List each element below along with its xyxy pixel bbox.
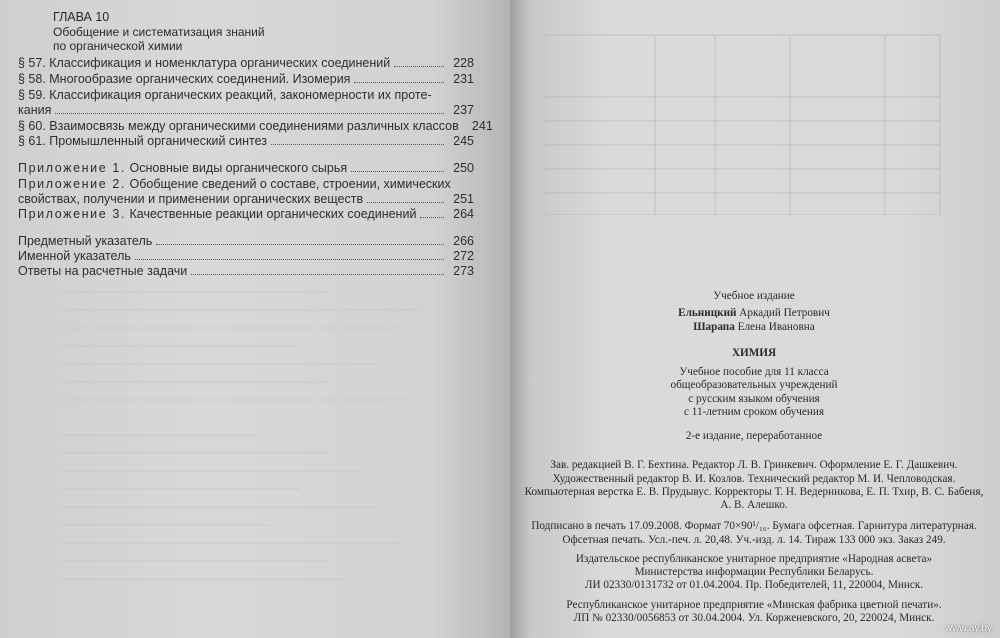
author-1 xyxy=(518,307,990,321)
book-desc-line: с русским языком обучения xyxy=(688,393,820,405)
book-desc-line: общеобразовательных учреждений xyxy=(670,379,838,391)
toc-item-page: 228 xyxy=(453,56,474,70)
toc-item-page: 241 xyxy=(471,119,493,133)
appendix-label: Приложение 1. xyxy=(18,161,127,175)
chapter-title-line1: Обобщение и систематизация знаний xyxy=(53,24,265,39)
index-item-page: 273 xyxy=(453,264,474,278)
appendix-title-line2: свойствах, получении и применении органических веществ xyxy=(18,192,364,206)
book-desc-line: с 11-летним сроком обучения xyxy=(684,406,824,418)
publisher-line: ЛИ 02330/0131732 от 01.04.2004. Пр. Победителей, 11, 220004, Минск. xyxy=(584,579,924,591)
toc-leader xyxy=(394,66,444,67)
watermark: www.ay.by xyxy=(944,623,992,634)
printer-line: ЛП № 02330/0056853 от 30.04.2004. Ул. Корженевского, 20, 220024, Минск. xyxy=(573,612,935,624)
toc-leader xyxy=(367,202,444,203)
toc-item xyxy=(18,119,493,134)
author-2-name: Елена Ивановна xyxy=(737,321,815,333)
author-1-surname: Ельницкий xyxy=(678,307,737,319)
publisher-line: Министерства информации Республики Беларусь. xyxy=(634,566,874,578)
edition-type: Учебное издание xyxy=(713,290,795,302)
toc-item xyxy=(18,56,474,71)
author-1-name: Аркадий Петрович xyxy=(739,307,830,319)
toc-item-text-line1: § 59. Классификация органических реакций, закономерности их проте- xyxy=(18,88,432,102)
appendix-item-text xyxy=(18,207,416,222)
appendix-title: Качественные реакции органических соединений xyxy=(129,207,417,221)
appendix-item xyxy=(18,161,474,176)
appendix-page: 251 xyxy=(453,192,474,206)
toc-leader xyxy=(420,217,444,218)
toc-leader xyxy=(191,274,444,275)
book-desc-line: Учебное пособие для 11 класса xyxy=(679,366,829,378)
book-title: ХИМИЯ xyxy=(731,347,777,359)
toc-leader xyxy=(354,82,444,83)
index-item-text: Предметный указатель xyxy=(18,234,153,248)
appendix-item xyxy=(18,192,474,207)
author-2 xyxy=(518,321,990,335)
index-item-text: Ответы на расчетные задачи xyxy=(18,264,188,278)
index-item xyxy=(18,249,474,264)
toc-item-text: § 60. Взаимосвязь между органическими соединениями различных классов xyxy=(18,119,459,133)
index-item-page: 266 xyxy=(453,234,474,248)
edition-note: 2-е издание, переработанное xyxy=(685,430,823,442)
toc-item-text: § 57. Классификация и номенклатура органических соединений xyxy=(18,56,391,70)
toc-item xyxy=(18,134,474,149)
toc-item xyxy=(18,72,474,87)
appendix-item-text xyxy=(18,161,347,176)
toc-item-text: § 58. Многообразие органических соединений. Изомерия xyxy=(18,72,351,86)
toc-item-page: 237 xyxy=(453,103,474,117)
show-through-table xyxy=(545,25,945,215)
appendix-label: Приложение 3. xyxy=(18,207,127,221)
appendix-item-line1 xyxy=(18,177,451,192)
toc-leader xyxy=(156,244,444,245)
appendix-item xyxy=(18,207,474,222)
print-info-line: Офсетная печать. Усл.-печ. л. 20,48. Уч.-изд. л. 14. Тираж 133 000 экз. Заказ 249. xyxy=(562,534,946,546)
appendix-label: Приложение 2. xyxy=(18,177,127,191)
toc-leader xyxy=(351,171,444,172)
print-info-line: Подписано в печать 17.09.2008. Формат 70×90¹/₁₆. Бумага офсетная. Гарнитура литературная. xyxy=(531,520,977,532)
staff-line: А. В. Алешко. xyxy=(720,499,788,511)
staff-line: Художественный редактор В. И. Козлов. Технический редактор М. И. Чепловодская. xyxy=(552,473,956,485)
appendix-page: 264 xyxy=(453,207,474,221)
toc-item-page: 245 xyxy=(453,134,474,148)
appendix-title: Основные виды органического сырья xyxy=(129,161,348,175)
chapter-number: ГЛАВА 10 xyxy=(53,10,110,24)
printer-line: Республиканское унитарное предприятие «Минская фабрика цветной печати». xyxy=(566,599,942,611)
chapter-heading xyxy=(53,10,265,54)
staff-line: Зав. редакцией В. Г. Бехтина. Редактор Л. В. Гринкевич. Оформление Е. Г. Дашкевич. xyxy=(550,459,958,471)
toc-item-text: кания xyxy=(18,103,52,117)
toc-item-page: 231 xyxy=(453,72,474,86)
toc-leader xyxy=(271,144,444,145)
index-item xyxy=(18,234,474,249)
index-item-page: 272 xyxy=(453,249,474,263)
appendix-page: 250 xyxy=(453,161,474,175)
publisher-line: Издательское республиканское унитарное предприятие «Народная асвета» xyxy=(575,553,933,565)
author-2-surname: Шарапа xyxy=(693,321,735,333)
staff-line: Компьютерная верстка Е. В. Прудывус. Корректоры Т. Н. Ведерникова, Е. П. Тхир, В. С. Бабеня, xyxy=(524,486,984,498)
chapter-title-line2: по органической химии xyxy=(53,39,183,53)
appendix-title: Обобщение сведений о составе, строении, химических xyxy=(129,177,451,191)
index-item-text: Именной указатель xyxy=(18,249,131,263)
show-through xyxy=(0,270,510,630)
toc-leader xyxy=(55,113,444,114)
show-through-lines xyxy=(0,270,510,630)
toc-leader xyxy=(135,259,444,260)
toc-item-text: § 61. Промышленный органический синтез xyxy=(18,134,268,148)
toc-item xyxy=(18,103,474,118)
index-item xyxy=(18,264,474,279)
